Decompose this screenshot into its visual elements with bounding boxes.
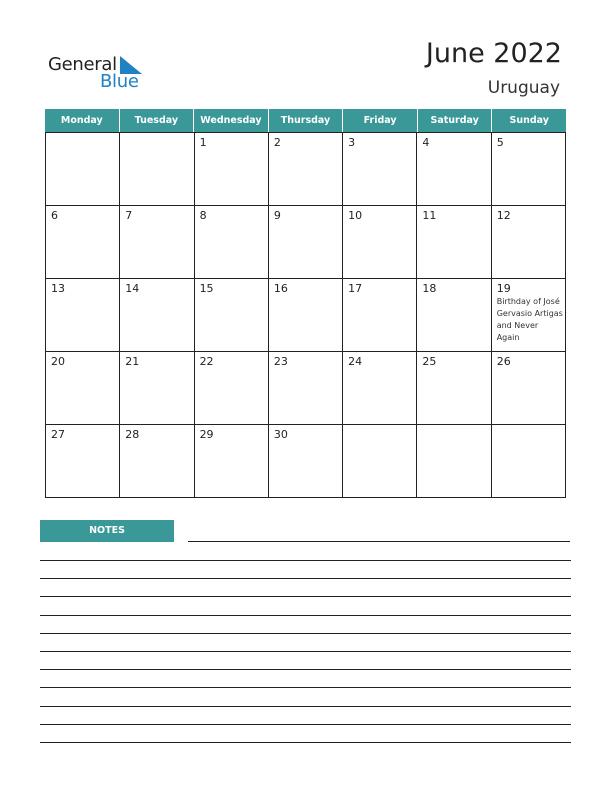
day-number: 7 bbox=[125, 209, 133, 222]
day-cell-empty bbox=[46, 133, 120, 206]
notes-line bbox=[40, 706, 571, 707]
day-number: 6 bbox=[51, 209, 58, 222]
day-number: 13 bbox=[51, 282, 65, 295]
day-number: 23 bbox=[273, 355, 288, 368]
day-number: 15 bbox=[199, 282, 214, 295]
notes-line bbox=[40, 596, 571, 597]
day-cell-5 bbox=[492, 133, 566, 206]
day-number: 24 bbox=[348, 355, 363, 368]
day-number: 12 bbox=[496, 209, 511, 222]
day-cell-1 bbox=[195, 133, 269, 206]
day-cell-4 bbox=[417, 133, 491, 206]
day-number: 8 bbox=[199, 209, 207, 222]
day-number: 30 bbox=[273, 428, 288, 441]
day-number: 3 bbox=[348, 136, 356, 149]
day-cell-20 bbox=[46, 352, 120, 425]
day-number: 18 bbox=[422, 282, 437, 295]
weekday-header-tuesday: Tuesday bbox=[119, 109, 194, 132]
day-number: 26 bbox=[496, 355, 511, 368]
day-number: 16 bbox=[273, 282, 288, 295]
day-cell-3 bbox=[343, 133, 417, 206]
brand-name-general: General bbox=[48, 54, 117, 75]
day-cell-24 bbox=[343, 352, 417, 425]
day-number: 22 bbox=[199, 355, 214, 368]
notes-line bbox=[40, 615, 571, 616]
notes-line bbox=[40, 724, 571, 725]
notes-line bbox=[40, 633, 571, 634]
day-cell-30 bbox=[269, 425, 343, 498]
weekday-header-wednesday: Wednesday bbox=[193, 109, 268, 132]
day-number: 2 bbox=[273, 136, 281, 149]
day-cell-21 bbox=[120, 352, 194, 425]
notes-line bbox=[40, 578, 571, 579]
weekday-header-friday: Friday bbox=[342, 109, 417, 132]
calendar bbox=[45, 109, 566, 498]
day-cell-7 bbox=[120, 206, 194, 279]
notes-line bbox=[40, 651, 571, 652]
day-cell-14 bbox=[120, 279, 194, 352]
day-cell-empty bbox=[120, 133, 194, 206]
day-cell-23 bbox=[269, 352, 343, 425]
day-number: 11 bbox=[422, 209, 437, 222]
day-number: 28 bbox=[125, 428, 140, 441]
weekday-header-row bbox=[45, 109, 566, 132]
day-number: 14 bbox=[125, 282, 140, 295]
page-title: June 2022 bbox=[425, 38, 562, 69]
day-cell-11 bbox=[417, 206, 491, 279]
brand-logo bbox=[48, 54, 158, 94]
notes-line bbox=[40, 742, 571, 743]
day-cell-9 bbox=[269, 206, 343, 279]
brand-name-blue: Blue bbox=[100, 71, 139, 92]
day-cell-19 bbox=[492, 279, 566, 352]
country-subtitle: Uruguay bbox=[487, 78, 560, 98]
weekday-header-sunday: Sunday bbox=[491, 109, 566, 132]
day-cell-12 bbox=[492, 206, 566, 279]
weekday-header-saturday: Saturday bbox=[417, 109, 492, 132]
day-number: 29 bbox=[199, 428, 214, 441]
day-number: 21 bbox=[125, 355, 140, 368]
day-cell-18 bbox=[417, 279, 491, 352]
day-cell-29 bbox=[195, 425, 269, 498]
day-cell-6 bbox=[46, 206, 120, 279]
day-cell-27 bbox=[46, 425, 120, 498]
day-number: 27 bbox=[51, 428, 65, 441]
notes-label: NOTES bbox=[40, 520, 174, 542]
day-number: 5 bbox=[496, 136, 504, 149]
day-cell-13 bbox=[46, 279, 120, 352]
day-number: 10 bbox=[348, 209, 363, 222]
weekday-header-thursday: Thursday bbox=[268, 109, 343, 132]
day-number: 4 bbox=[422, 136, 430, 149]
holiday-event: Birthday of José Gervasio Artigas and Never Again bbox=[496, 297, 563, 342]
day-number: 17 bbox=[348, 282, 363, 295]
day-cell-15 bbox=[195, 279, 269, 352]
notes-line bbox=[40, 560, 571, 561]
day-number: 19 bbox=[496, 282, 511, 295]
day-cell-2 bbox=[269, 133, 343, 206]
day-number: 20 bbox=[51, 355, 65, 368]
day-cell-25 bbox=[417, 352, 491, 425]
day-cell-empty bbox=[343, 425, 417, 498]
notes-line bbox=[40, 687, 571, 688]
day-cell-28 bbox=[120, 425, 194, 498]
day-cell-17 bbox=[343, 279, 417, 352]
notes-line bbox=[188, 541, 570, 542]
day-cell-22 bbox=[195, 352, 269, 425]
weekday-header-monday: Monday bbox=[60, 115, 103, 126]
day-cell-10 bbox=[343, 206, 417, 279]
day-number: 25 bbox=[422, 355, 437, 368]
day-cell-8 bbox=[195, 206, 269, 279]
day-cell-empty bbox=[492, 425, 566, 498]
day-cell-16 bbox=[269, 279, 343, 352]
day-number: 1 bbox=[199, 136, 207, 149]
day-cell-26 bbox=[492, 352, 566, 425]
calendar-grid bbox=[45, 132, 566, 498]
day-cell-empty bbox=[417, 425, 491, 498]
notes-line bbox=[40, 669, 571, 670]
day-number: 9 bbox=[273, 209, 281, 222]
